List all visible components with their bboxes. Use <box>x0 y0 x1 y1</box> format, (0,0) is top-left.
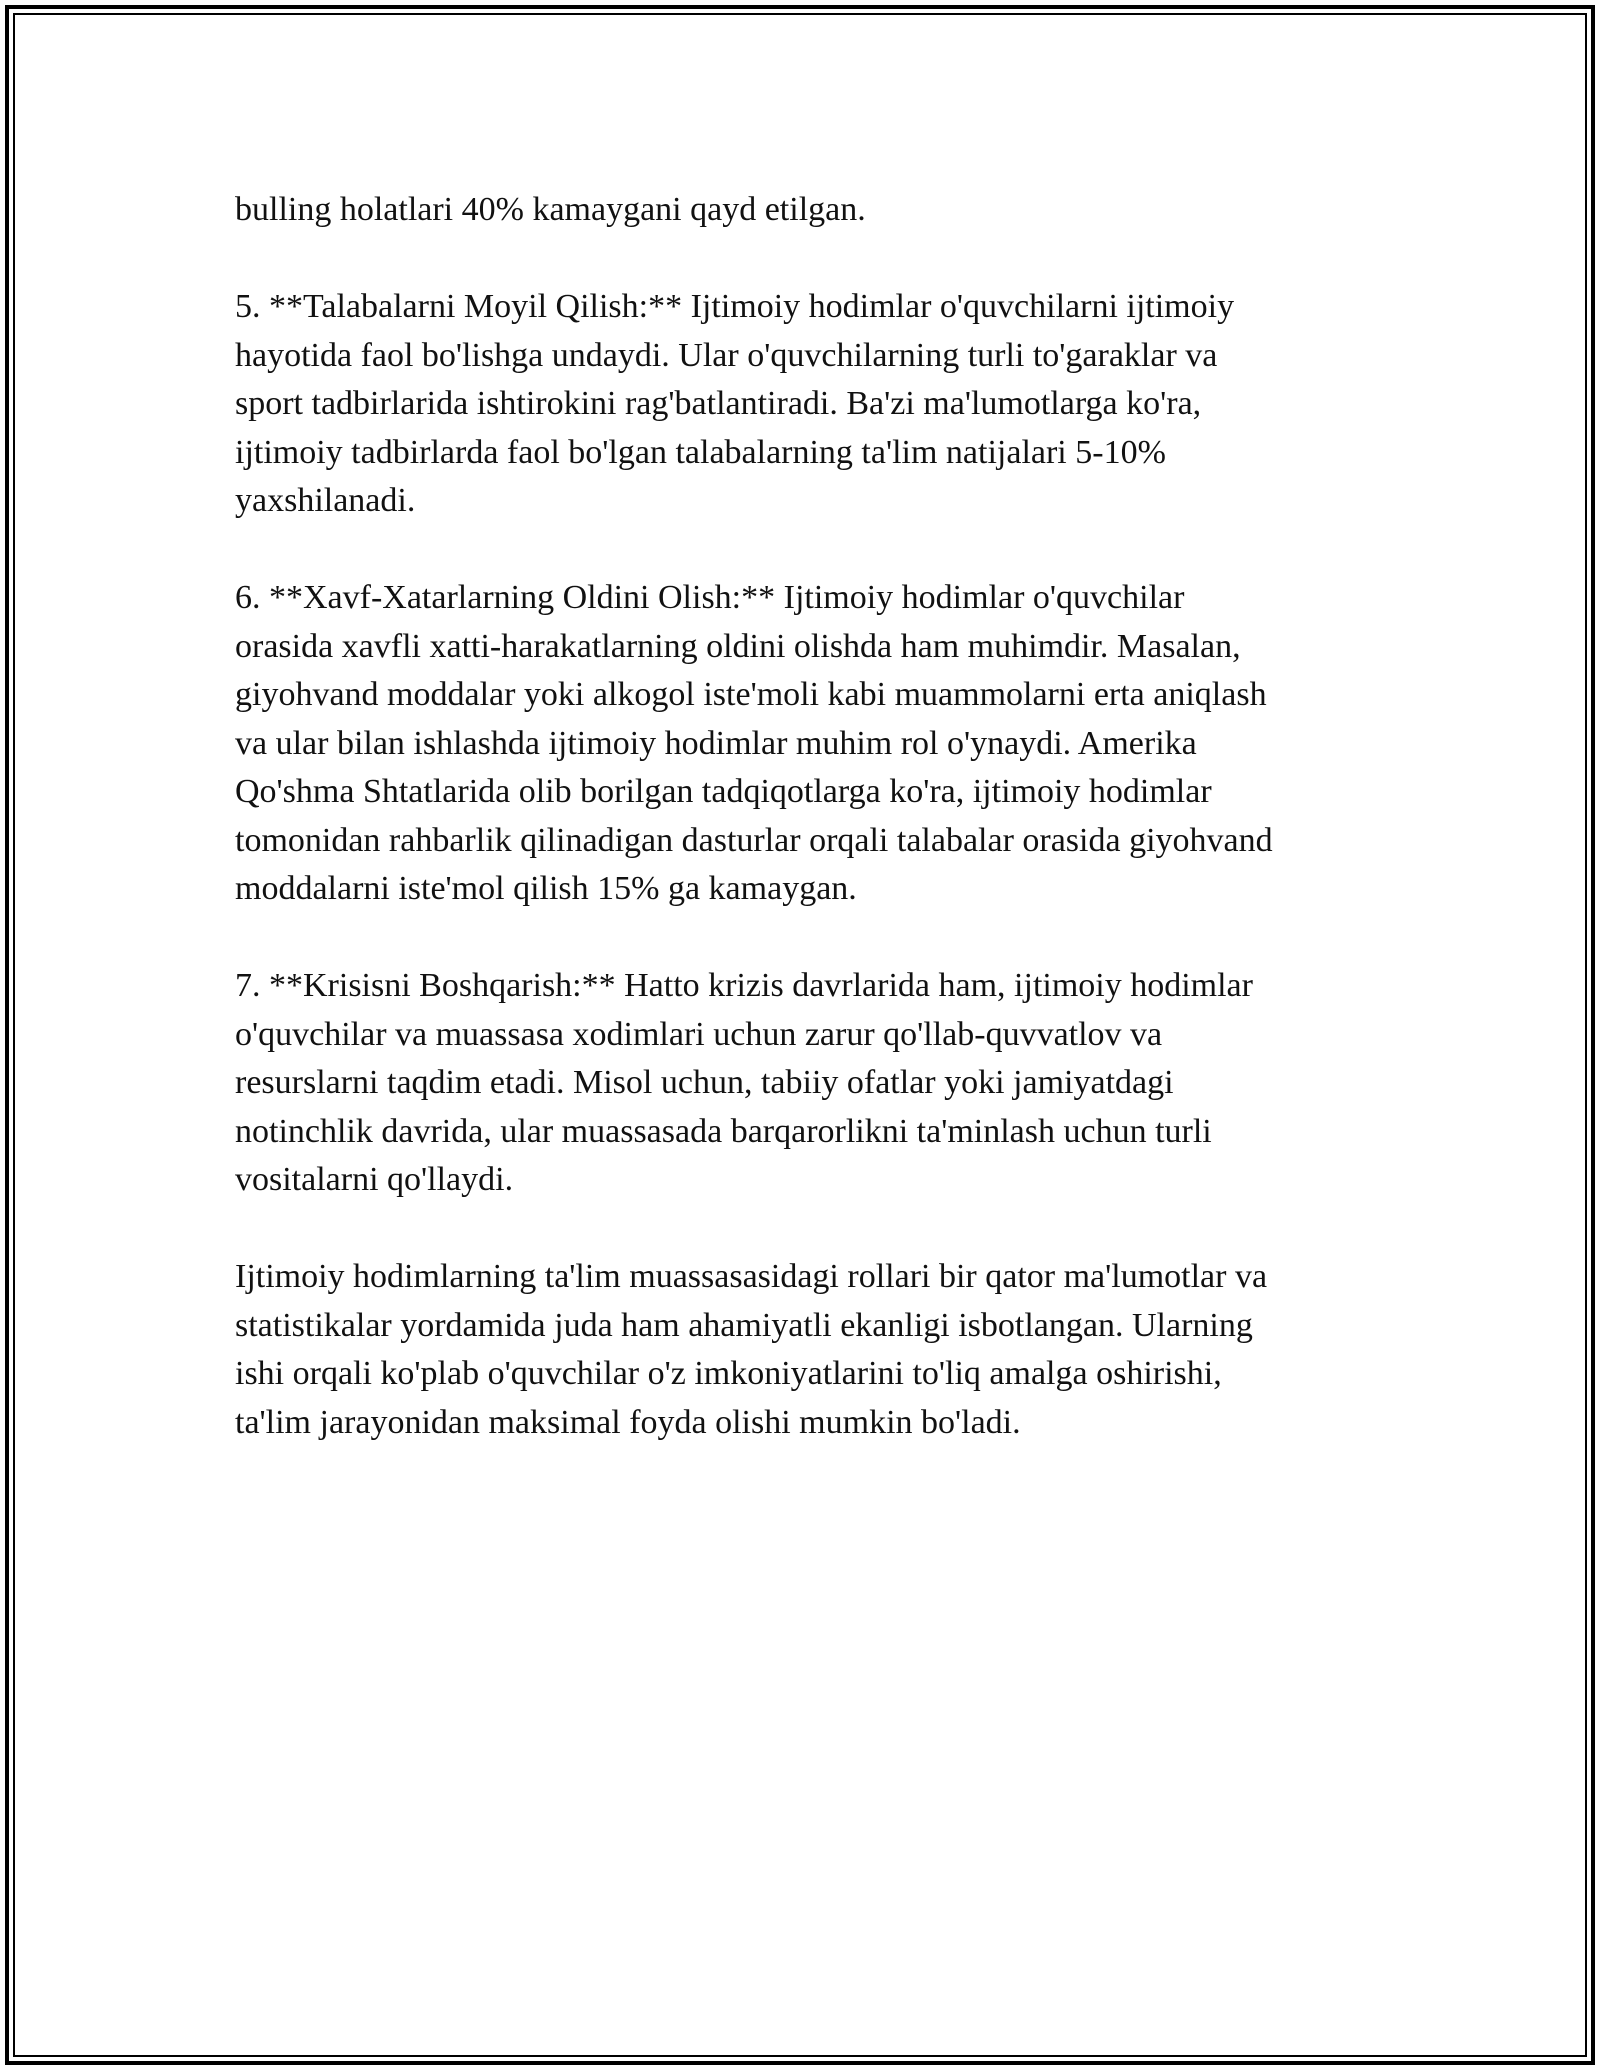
text-line: ishi orqali ko'plab o'quvchilar o'z imkoniyatlarini to'liq amalga oshirishi, <box>235 1355 1222 1392</box>
text-line: orasida xavfli xatti-harakatlarning oldini olishda ham muhimdir. Masalan, <box>235 627 1241 665</box>
text-line: bulling holatlari 40% kamaygani qayd etilgan. <box>235 191 866 228</box>
text-line: sport tadbirlarida ishtirokini rag'batlantiradi. Ba'zi ma'lumotlarga ko'ra, <box>235 385 1202 422</box>
text-line: ta'lim jarayonidan maksimal foyda olishi mumkin bo'ladi. <box>235 1403 1021 1441</box>
text-line: notinchlik davrida, ular muassasada barqarorlikni ta'minlash uchun turli <box>235 1112 1212 1150</box>
text-line: ijtimoiy tadbirlarda faol bo'lgan talabalarning ta'lim natijalari 5-10% <box>235 433 1166 471</box>
paragraph-item-5 <box>235 283 1375 526</box>
text-line: statistikalar yordamida juda ham ahamiyatli ekanligi isbotlangan. Ularning <box>235 1306 1253 1344</box>
text-line: 6. **Xavf-Xatarlarning Oldini Olish:** Ijtimoiy hodimlar o'quvchilar <box>235 579 1185 616</box>
text-line: yaxshilanadi. <box>235 482 416 519</box>
paragraph-conclusion <box>235 1253 1375 1447</box>
text-line: va ular bilan ishlashda ijtimoiy hodimlar muhim rol o'ynaydi. Amerika <box>235 724 1197 762</box>
text-line: moddalarni iste'mol qilish 15% ga kamaygan. <box>235 870 857 907</box>
text-line: 7. **Krisisni Boshqarish:** Hatto krizis davrlarida ham, ijtimoiy hodimlar <box>235 967 1253 1004</box>
text-line: hayotida faol bo'lishga undaydi. Ular o'quvchilarning turli to'garaklar va <box>235 336 1218 374</box>
paragraph-item-7 <box>235 962 1375 1205</box>
text-line: vositalarni qo'llaydi. <box>235 1161 514 1198</box>
text-line: giyohvand moddalar yoki alkogol iste'moli kabi muammolarni erta aniqlash <box>235 676 1267 713</box>
document-body <box>235 186 1375 1447</box>
text-line: tomonidan rahbarlik qilinadigan dasturlar orqali talabalar orasida giyohvand <box>235 821 1273 859</box>
text-line: o'quvchilar va muassasa xodimlari uchun zarur qo'llab-quvvatlov va <box>235 1015 1163 1053</box>
text-line: resurslarni taqdim etadi. Misol uchun, tabiiy ofatlar yoki jamiyatdagi <box>235 1064 1174 1101</box>
paragraph-item-6 <box>235 574 1375 914</box>
text-line: Ijtimoiy hodimlarning ta'lim muassasasidagi rollari bir qator ma'lumotlar va <box>235 1258 1268 1295</box>
text-line: 5. **Talabalarni Moyil Qilish:** Ijtimoiy hodimlar o'quvchilarni ijtimoiy <box>235 288 1235 325</box>
paragraph-intro-fragment <box>235 186 1375 235</box>
text-line: Qo'shma Shtatlarida olib borilgan tadqiqotlarga ko'ra, ijtimoiy hodimlar <box>235 773 1212 810</box>
